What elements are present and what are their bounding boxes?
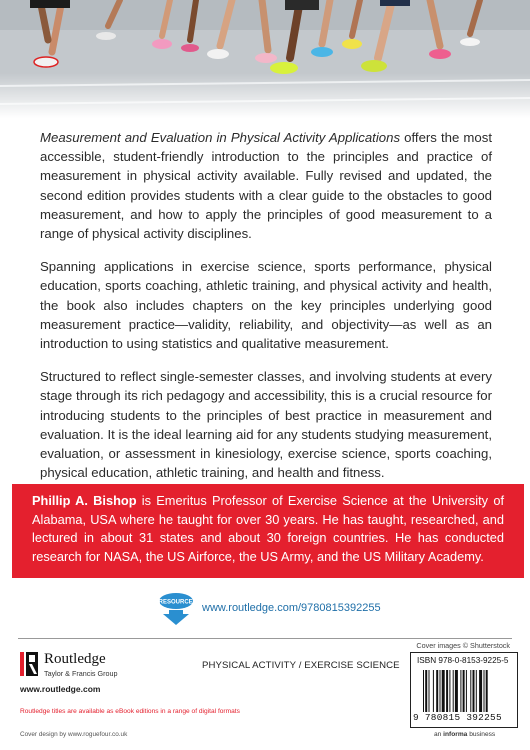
description-paragraph-1	[40, 128, 492, 243]
description-paragraph-3: Structured to reflect single-semester classes, and involving students at every stage through its rich pedagogy and accessibility, this is a crucial resource for introducing students to the principles of best practice in measurement and evaluation. It is the ideal learning aid for any students studying measurement, evaluation, or assessment in kinesiology, exercise science, sports coaching, physical education, athletic training, and health and fitness.	[40, 369, 492, 481]
informa-prefix: an	[434, 731, 444, 738]
barcode-bar	[460, 670, 461, 712]
book-description	[40, 128, 492, 496]
barcode-bar	[479, 670, 482, 712]
barcode-bar	[463, 670, 465, 712]
isbn-barcode-box	[410, 652, 518, 728]
informa-business-credit	[434, 731, 495, 738]
description-paragraph-2: Spanning applications in exercise science, sports performance, physical education, sports coaching, athletic training, and physical activity and health, the book also includes chapters on the key principles underlying good measurement practice—validity, reliability, and objectivity—as well as an introduction to using statistics and qualitative measurement.	[40, 259, 492, 352]
eresources-label: eRESOURCES	[155, 599, 197, 606]
barcode-digits: 9 780815 392255	[413, 712, 502, 723]
book-title: Measurement and Evaluation in Physical Activity Applications	[40, 130, 401, 145]
eresources-download-icon	[155, 592, 197, 626]
barcode-bar	[436, 670, 438, 712]
barcode-bar	[423, 670, 424, 712]
photo-fade	[0, 73, 530, 118]
barcode-bar	[455, 670, 458, 712]
ebook-availability-note: Routledge titles are available as eBook editions in a range of digital formats	[20, 708, 240, 715]
barcode-bar	[473, 670, 475, 712]
barcode-icon	[423, 670, 513, 712]
cover-image-credit: Cover images © Shutterstock	[416, 641, 510, 650]
informa-brand: informa	[443, 731, 468, 738]
footer-divider	[18, 638, 512, 639]
barcode-bar	[466, 670, 467, 712]
barcode-bar	[446, 670, 448, 712]
author-bio: is Emeritus Professor of Exercise Science at the University of Alabama, USA where he taught for over 30 years. He has taught, researched, and lectured in about 31 states and about 30 foreign countries. He has conducted research for NASA, the US Airforce, the US Army, and the US Military Academy.	[32, 493, 504, 564]
publisher-name: Routledge	[44, 651, 106, 667]
barcode-bar	[449, 670, 450, 712]
routledge-mark-icon	[20, 652, 38, 676]
author-name: Phillip A. Bishop	[32, 493, 137, 508]
publisher-website[interactable]: www.routledge.com	[20, 684, 101, 694]
publisher-group: Taylor & Francis Group	[44, 669, 118, 678]
cover-design-credit: Cover design by www.roguefour.co.uk	[20, 731, 128, 738]
subject-category: PHYSICAL ACTIVITY / EXERCISE SCIENCE	[202, 660, 400, 671]
barcode-bar	[440, 670, 441, 712]
barcode-bar	[453, 670, 454, 712]
barcode-bar	[429, 670, 430, 712]
barcode-bar	[442, 670, 445, 712]
paragraph-1-text: offers the most accessible, student-friendly introduction to the principles and practice of measurement in physical activity available. Fully revised and updated, the second edition provides students with a clear guide to the obstacles to good measurement, and how to apply the principles of good measurement to a range of physical activity disciplines.	[40, 130, 492, 242]
informa-suffix: business	[467, 731, 496, 738]
barcode-bar	[484, 670, 485, 712]
barcode-bar	[425, 670, 427, 712]
eresources-link[interactable]	[155, 592, 381, 626]
runners-legs-photo	[0, 0, 530, 118]
barcode-bar	[470, 670, 471, 712]
author-bio-box	[12, 484, 524, 578]
isbn-text: ISBN 978-0-8153-9225-5	[417, 656, 509, 665]
barcode-bar	[476, 670, 477, 712]
eresources-url[interactable]: www.routledge.com/9780815392255	[202, 602, 381, 614]
barcode-bar	[486, 670, 488, 712]
barcode-bar	[433, 670, 434, 712]
